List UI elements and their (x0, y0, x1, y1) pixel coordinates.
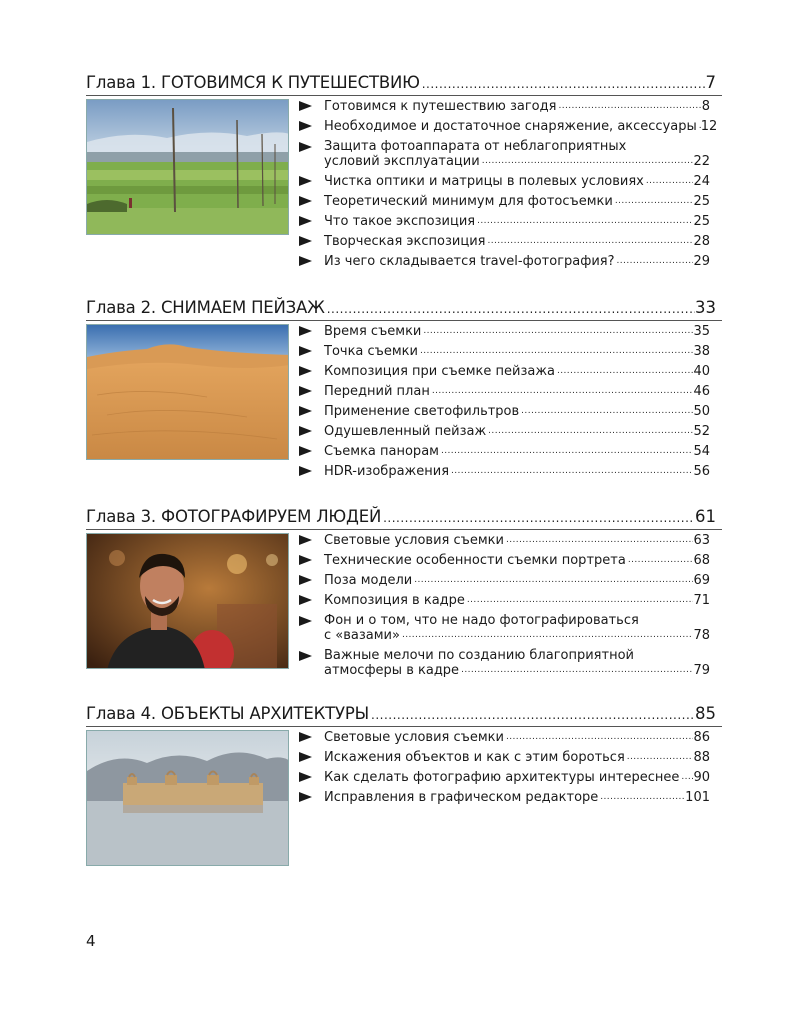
arrow-icon (299, 555, 312, 565)
chapter-page: 33 (695, 298, 716, 317)
toc-item[interactable]: Необходимое и достаточное снаряжение, аксессуары ..... 12 (296, 119, 710, 134)
chapter-page: 61 (695, 507, 716, 526)
toc-item[interactable]: Защита фотоаппарата от неблагоприятных условий эксплуатации ..... 22 (296, 139, 710, 169)
photo-field-landscape (86, 99, 289, 235)
arrow-icon (299, 216, 312, 226)
chapter-title: Глава 2. СНИМАЕМ ПЕЙЗАЖ (86, 298, 325, 317)
toc-item[interactable]: Композиция в кадре ..... 71 (296, 593, 710, 608)
photo-portrait-man (86, 533, 289, 669)
arrow-icon (299, 121, 312, 131)
arrow-icon (299, 575, 312, 585)
toc-item[interactable]: Важные мелочи по созданию благоприятной атмосферы в кадре ..... 79 (296, 648, 710, 678)
toc-item[interactable]: Что такое экспозиция ..... 25 (296, 214, 710, 229)
toc-item[interactable]: Теоретический минимум для фотосъемки ..... 25 (296, 194, 710, 209)
chapter-title: Глава 3. ФОТОГРАФИРУЕМ ЛЮДЕЙ (86, 507, 382, 526)
arrow-icon (299, 651, 312, 661)
toc-item[interactable]: Как сделать фотографию архитектуры интереснее ..... 90 (296, 770, 710, 785)
chapter-title: Глава 4. ОБЪЕКТЫ АРХИТЕКТУРЫ (86, 704, 369, 723)
arrow-icon (299, 426, 312, 436)
chapter-rule (86, 529, 722, 530)
arrow-icon (299, 346, 312, 356)
arrow-icon (299, 535, 312, 545)
chapter-rule (86, 320, 722, 321)
chapter-heading[interactable] (86, 506, 716, 528)
arrow-icon (299, 792, 312, 802)
arrow-icon (299, 386, 312, 396)
leader-dots (420, 77, 706, 94)
leader-dots (369, 708, 695, 725)
chapter-title: Глава 1. ГОТОВИМСЯ К ПУТЕШЕСТВИЮ (86, 73, 420, 92)
toc-item[interactable]: Время съемки ..... 35 (296, 324, 710, 339)
toc-item[interactable]: Из чего складывается travel-фотография? ..... 29 (296, 254, 710, 269)
arrow-icon (299, 752, 312, 762)
toc-item[interactable]: Технические особенности съемки портрета ..... 68 (296, 553, 710, 568)
chapter-rule (86, 95, 722, 96)
arrow-icon (299, 236, 312, 246)
toc-list (296, 324, 710, 484)
toc-item[interactable]: Искажения объектов и как с этим бороться ..... 88 (296, 750, 710, 765)
arrow-icon (299, 326, 312, 336)
leader-dots (325, 302, 695, 319)
toc-item[interactable]: Передний план ..... 46 (296, 384, 710, 399)
arrow-icon (299, 142, 312, 152)
toc-item[interactable]: HDR-изображения ..... 56 (296, 464, 710, 479)
arrow-icon (299, 196, 312, 206)
arrow-icon (299, 256, 312, 266)
toc-item[interactable]: Композиция при съемке пейзажа ..... 40 (296, 364, 710, 379)
chapter-3 (86, 506, 722, 678)
toc-item[interactable]: Поза модели ..... 69 (296, 573, 710, 588)
leader-dots (381, 511, 695, 528)
toc-item[interactable]: Одушевленный пейзаж ..... 52 (296, 424, 710, 439)
toc-item[interactable]: Фон и о том, что не надо фотографироваться с «вазами» ..... 78 (296, 613, 710, 643)
chapter-heading[interactable] (86, 297, 716, 319)
chapter-rule (86, 726, 722, 727)
arrow-icon (299, 366, 312, 376)
arrow-icon (299, 616, 312, 626)
toc-list (296, 99, 718, 274)
page-number: 4 (86, 932, 96, 950)
arrow-icon (299, 772, 312, 782)
arrow-icon (299, 101, 312, 111)
toc-item[interactable]: Исправления в графическом редакторе ..... 101 (296, 790, 710, 805)
chapter-2 (86, 297, 722, 479)
toc-list (296, 730, 710, 810)
toc-item[interactable]: Световые условия съемки ..... 86 (296, 730, 710, 745)
arrow-icon (299, 406, 312, 416)
arrow-icon (299, 732, 312, 742)
toc-list (296, 533, 710, 683)
chapter-page: 85 (695, 704, 716, 723)
chapter-heading[interactable] (86, 72, 716, 94)
toc-item[interactable]: Световые условия съемки ..... 63 (296, 533, 710, 548)
chapter-1 (86, 72, 722, 269)
toc-item[interactable]: Применение светофильтров ..... 50 (296, 404, 710, 419)
photo-desert-dunes (86, 324, 289, 460)
toc-item[interactable]: Точка съемки ..... 38 (296, 344, 710, 359)
chapter-4 (86, 703, 722, 805)
arrow-icon (299, 595, 312, 605)
arrow-icon (299, 466, 312, 476)
arrow-icon (299, 446, 312, 456)
toc-item[interactable]: Творческая экспозиция ..... 28 (296, 234, 710, 249)
toc-item[interactable]: Съемка панорам ..... 54 (296, 444, 710, 459)
toc-item[interactable]: Готовимся к путешествию загодя ..... 8 (296, 99, 710, 114)
photo-water-palace (86, 730, 289, 866)
chapter-page: 7 (705, 73, 716, 92)
chapter-heading[interactable] (86, 703, 716, 725)
arrow-icon (299, 176, 312, 186)
toc-item[interactable]: Чистка оптики и матрицы в полевых условиях ..... 24 (296, 174, 710, 189)
